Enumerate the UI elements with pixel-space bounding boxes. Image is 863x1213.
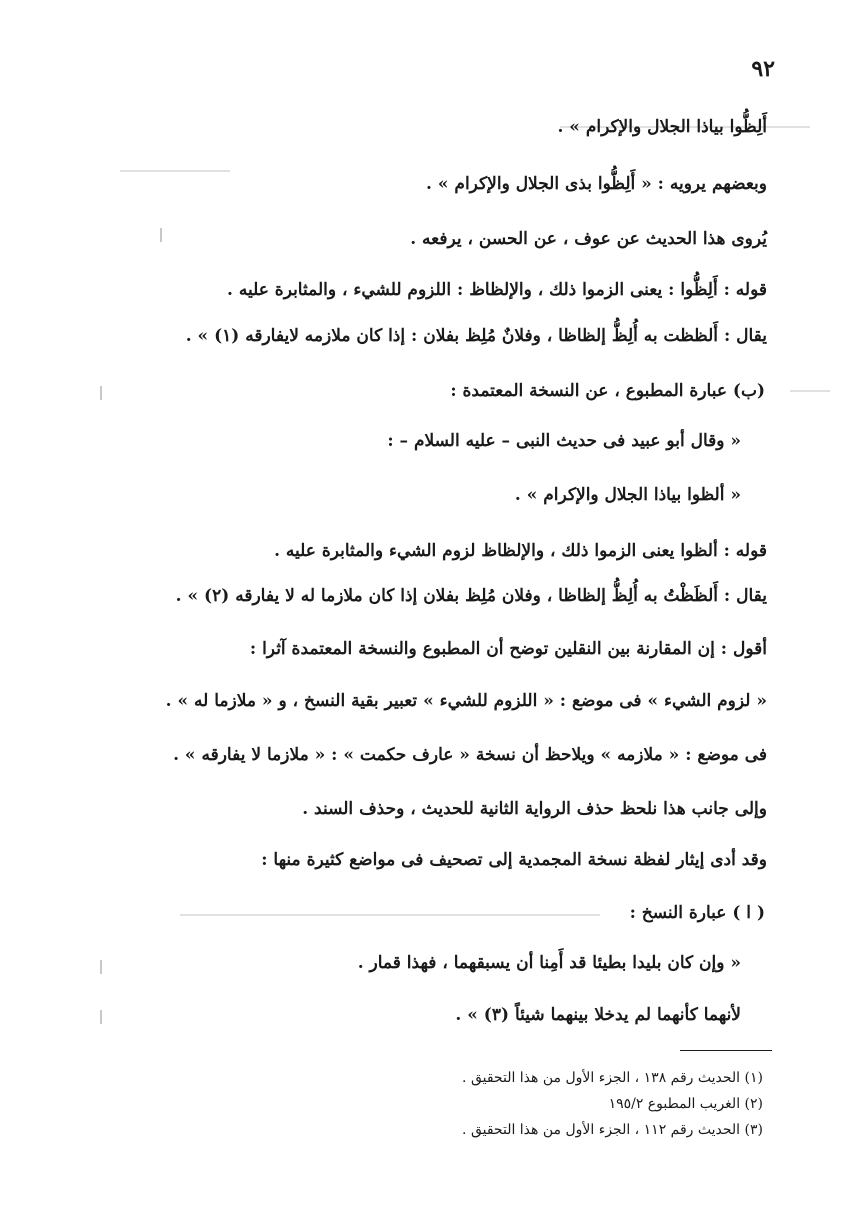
text-line: يقال : أَلظظت به أُلِظُّ إلظاظا ، وفلانٌ مُلِظ بفلان : إذا كان ملازمه لايفارقه (١) » . [185, 326, 767, 346]
scan-noise [120, 170, 230, 172]
scan-noise [790, 390, 830, 392]
text-line: قوله : أَلِظُّوا : يعنى الزموا ذلك ، والإلظاظ : اللزوم للشيء ، والمثابرة عليه . [227, 280, 767, 300]
text-line: « وقال أبو عبيد فى حديث النبى – عليه السلام – : [387, 431, 741, 451]
text-line: « ألظوا بياذا الجلال والإكرام » . [514, 485, 741, 505]
text-line: « لزوم الشيء » فى موضع : « اللزوم للشيء » تعبير بقية النسخ ، و « ملازما له » . [165, 691, 767, 711]
scan-noise [160, 228, 162, 242]
text-line: وقد أدى إيثار لفظة نسخة المجمدية إلى تصحيف فى مواضع كثيرة منها : [261, 850, 767, 870]
scan-noise [100, 386, 102, 400]
footnote: (٢) الغريب المطبوع ١٩٥/٢ [608, 1096, 763, 1112]
footnote: (٣) الحديث رقم ١١٢ ، الجزء الأول من هذا التحقيق . [462, 1122, 763, 1138]
text-line: لأنهما كأنهما لم يدخلا بينهما شيئاً (٣) » . [455, 1005, 741, 1025]
scan-noise [180, 914, 600, 916]
section-heading: ( ا ) عبارة النسخ : [629, 903, 765, 923]
page-number: ٩٢ [751, 56, 775, 82]
text-line: يقال : أَلظَظْتُ به أُلِظُّ إلظاظا ، وفلان مُلِظ بفلان إذا كان ملازما له لا يفارقه (٢) » . [175, 586, 767, 606]
text-line: فى موضع : « ملازمه » ويلاحظ أن نسخة « عارف حكمت » : « ملازما لا يفارقه » . [173, 745, 767, 765]
text-line: أَلِظُّوا بياذا الجلال والإكرام » . [557, 117, 767, 137]
footnote-divider [680, 1050, 772, 1051]
scan-noise [100, 1010, 102, 1024]
text-line: « وإن كان بليدا بطيئا قد أَمِنا أن يسبقهما ، فهذا قمار . [357, 953, 741, 973]
text-line: أقول : إن المقارنة بين النقلين توضح أن المطبوع والنسخة المعتمدة آثرا : [249, 639, 767, 659]
text-line: وإلى جانب هذا نلحظ حذف الرواية الثانية للحديث ، وحذف السند . [302, 799, 767, 819]
footnote: (١) الحديث رقم ١٣٨ ، الجزء الأول من هذا التحقيق . [462, 1070, 763, 1086]
text-line: قوله : ألظوا يعنى الزموا ذلك ، والإلظاظ لزوم الشيء والمثابرة عليه . [274, 541, 767, 561]
scan-noise [100, 960, 102, 974]
section-heading: (ب) عبارة المطبوع ، عن النسخة المعتمدة : [450, 381, 765, 401]
text-line: يُروى هذا الحديث عن عوف ، عن الحسن ، يرفعه . [410, 229, 767, 249]
text-line: وبعضهم يرويه : « أَلِظُّوا بذى الجلال والإكرام » . [426, 174, 767, 194]
